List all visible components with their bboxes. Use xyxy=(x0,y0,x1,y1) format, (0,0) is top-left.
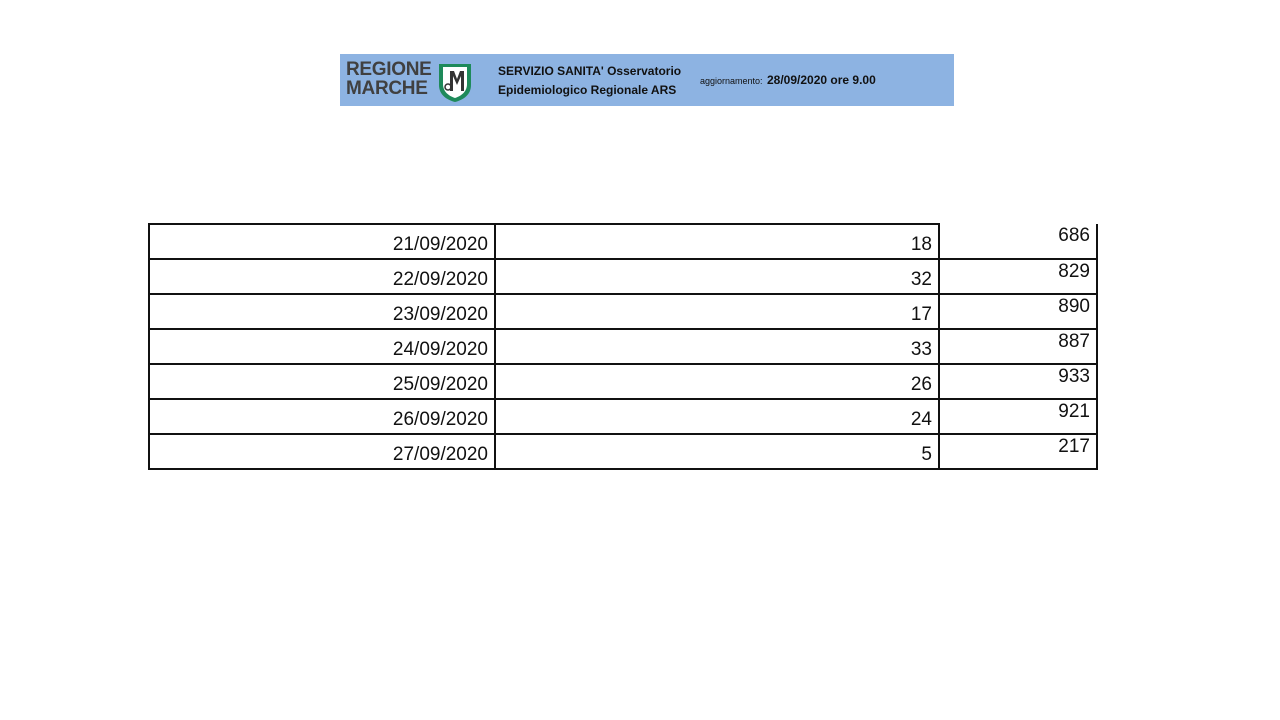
tests-cell: 686 xyxy=(939,224,1097,259)
tests-cell: 829 xyxy=(939,259,1097,294)
daily-data-table xyxy=(148,223,1098,470)
update-value: 28/09/2020 ore 9.00 xyxy=(767,73,876,87)
cases-cell: 17 xyxy=(495,294,939,329)
cases-cell: 18 xyxy=(495,224,939,259)
service-line-2: Epidemiologico Regionale ARS xyxy=(498,83,677,97)
date-cell: 23/09/2020 xyxy=(149,294,495,329)
update-label: aggiornamento: xyxy=(700,76,763,86)
date-cell: 21/09/2020 xyxy=(149,224,495,259)
update-info xyxy=(700,71,876,89)
tests-cell: 890 xyxy=(939,294,1097,329)
table-row xyxy=(149,399,1097,434)
tests-cell: 217 xyxy=(939,434,1097,469)
table-row xyxy=(149,434,1097,469)
cases-cell: 26 xyxy=(495,364,939,399)
table-row xyxy=(149,294,1097,329)
header-banner xyxy=(340,54,954,106)
table-row xyxy=(149,364,1097,399)
tests-cell: 887 xyxy=(939,329,1097,364)
date-cell: 27/09/2020 xyxy=(149,434,495,469)
service-line-1: SERVIZIO SANITA' Osservatorio xyxy=(498,64,682,78)
cases-cell: 33 xyxy=(495,329,939,364)
tests-cell: 933 xyxy=(939,364,1097,399)
cases-cell: 32 xyxy=(495,259,939,294)
table-row xyxy=(149,224,1097,259)
cases-cell: 24 xyxy=(495,399,939,434)
region-shield-logo-icon xyxy=(436,61,474,103)
tests-cell: 921 xyxy=(939,399,1097,434)
table-row xyxy=(149,259,1097,294)
date-cell: 24/09/2020 xyxy=(149,329,495,364)
table-row xyxy=(149,329,1097,364)
date-cell: 22/09/2020 xyxy=(149,259,495,294)
logo-line-1: REGIONE xyxy=(346,59,432,80)
date-cell: 26/09/2020 xyxy=(149,399,495,434)
cases-cell: 5 xyxy=(495,434,939,469)
service-description xyxy=(498,62,681,100)
date-cell: 25/09/2020 xyxy=(149,364,495,399)
logo-line-2: MARCHE xyxy=(346,78,428,99)
region-logo-text xyxy=(346,60,432,98)
